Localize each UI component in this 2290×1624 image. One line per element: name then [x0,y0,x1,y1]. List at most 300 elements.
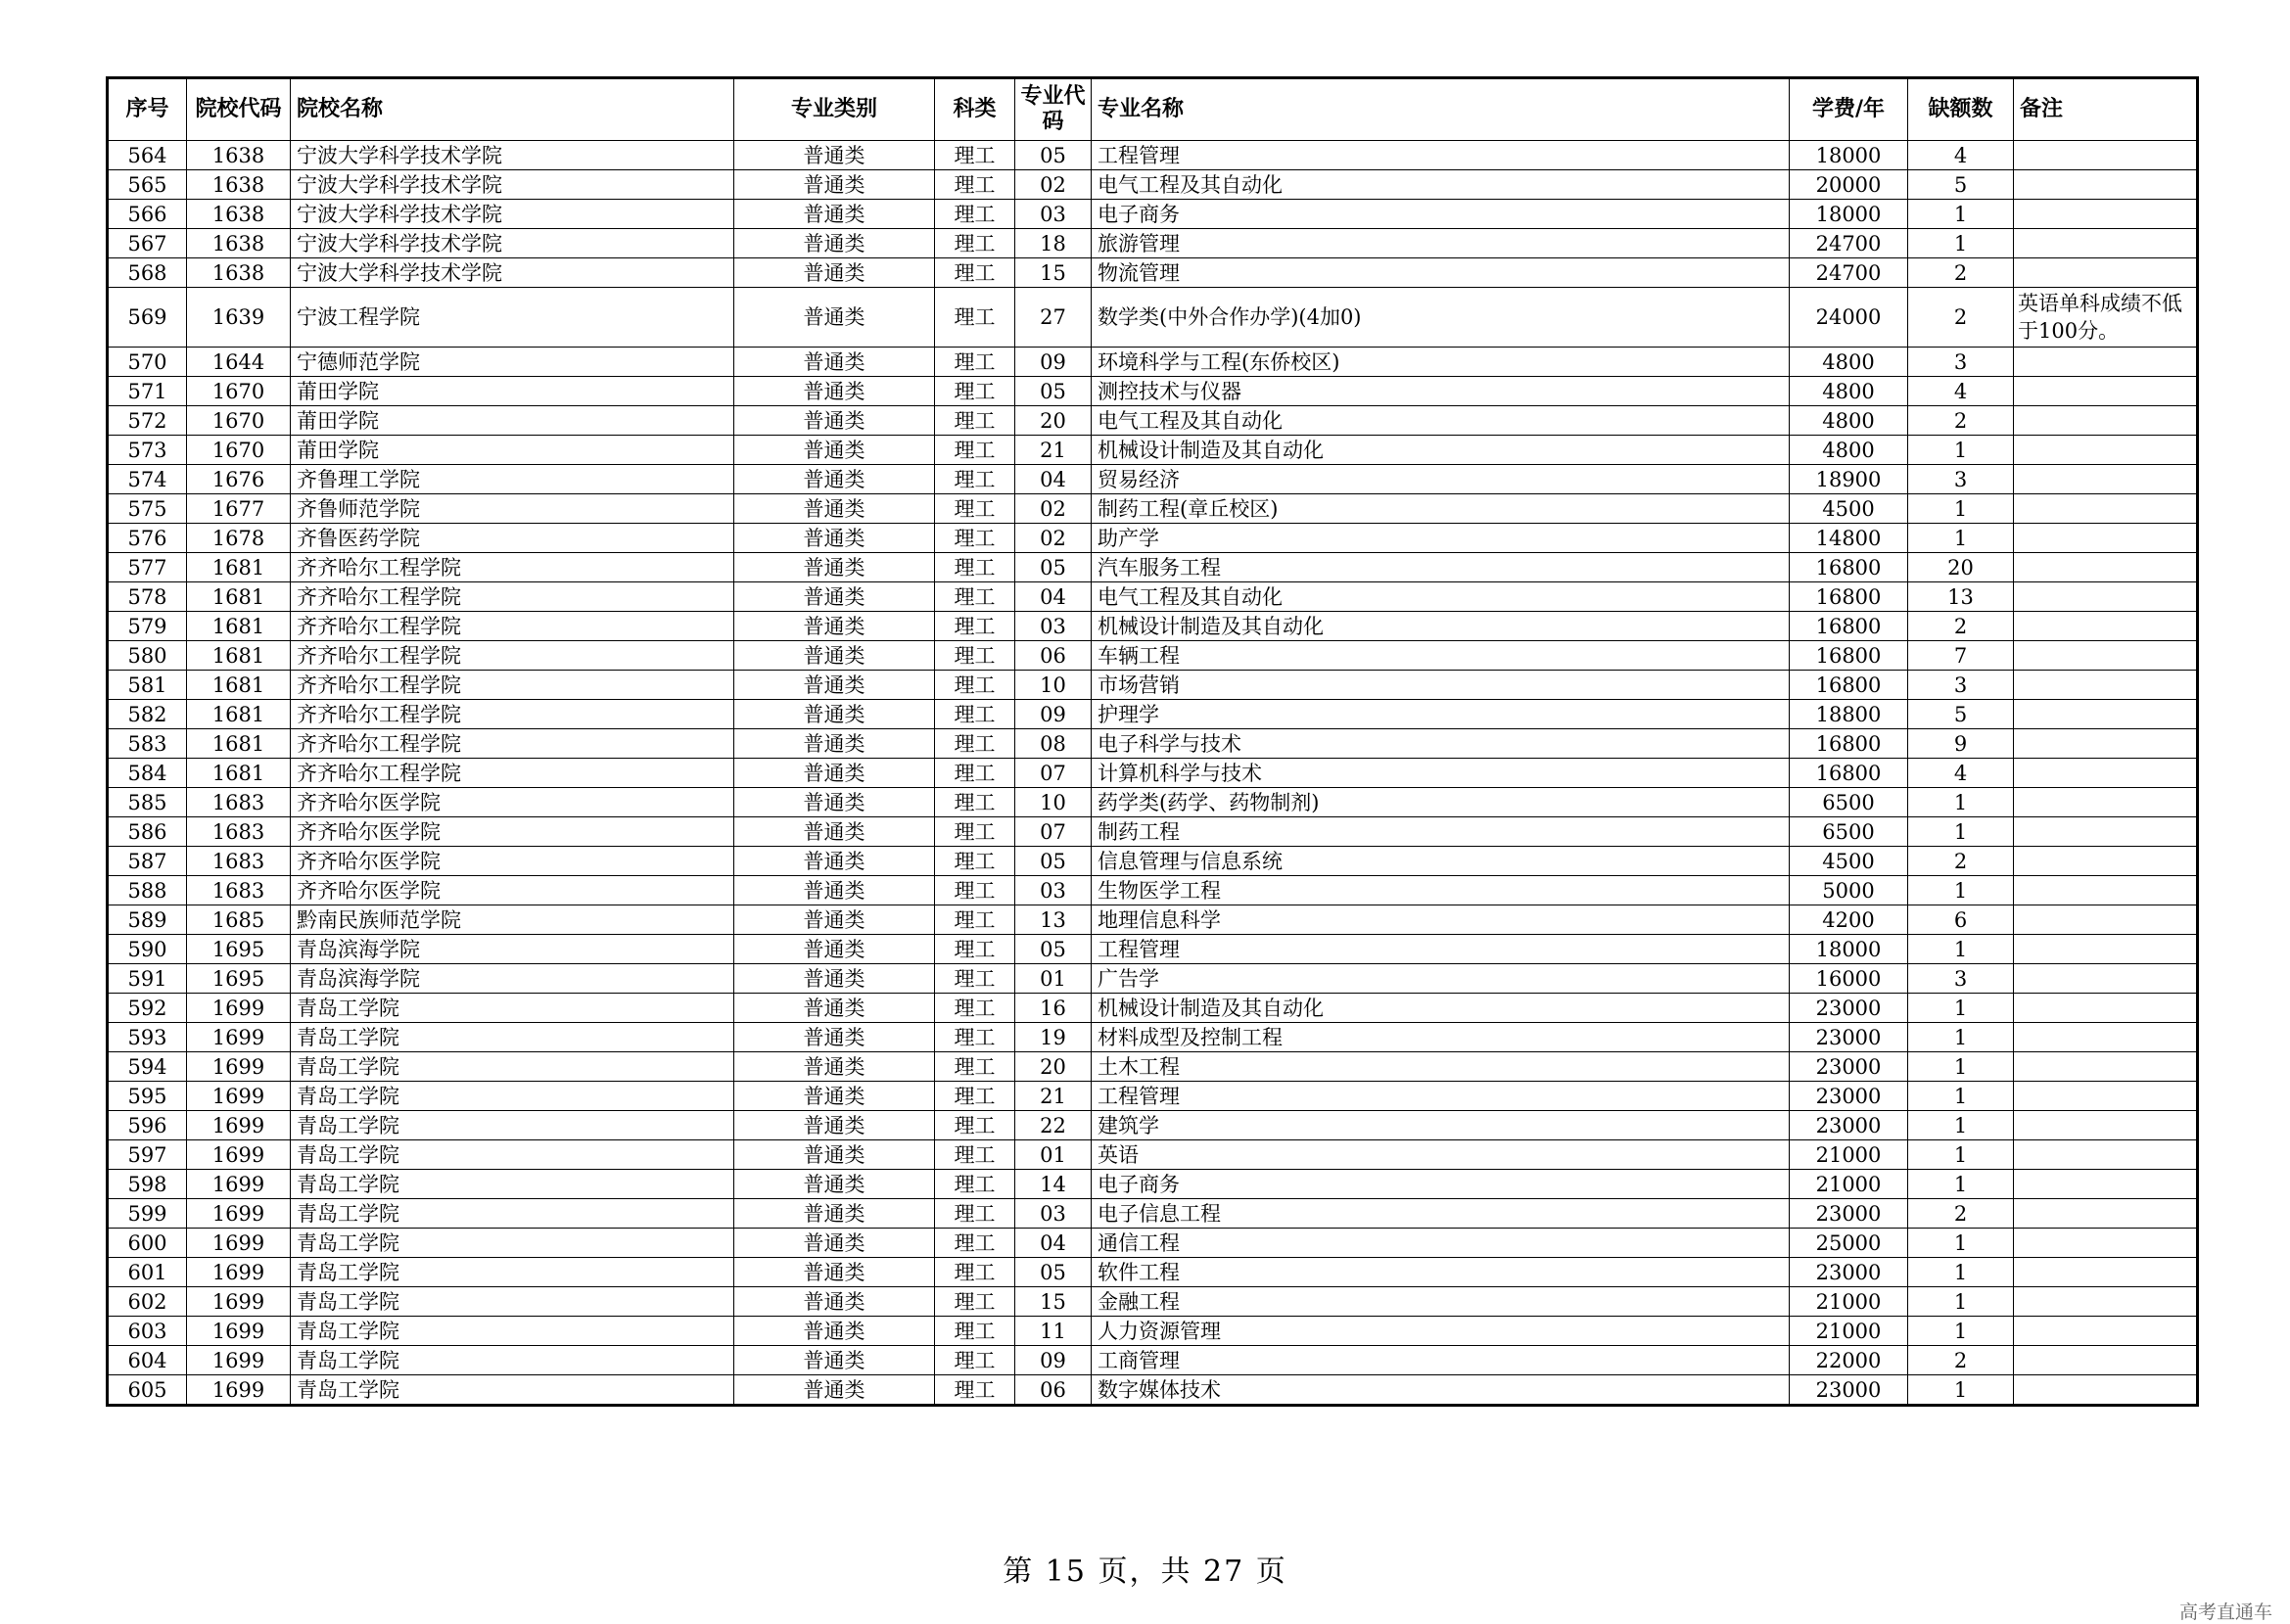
cell-school-name: 齐齐哈尔工程学院 [291,729,734,759]
cell-school-name: 宁波大学科学技术学院 [291,258,734,288]
cell-tuition: 4800 [1790,348,1908,377]
cell-tuition: 23000 [1790,1023,1908,1052]
cell-major-name: 工商管理 [1092,1346,1790,1375]
table-row [108,847,2198,876]
cell-major-category: 普通类 [734,700,935,729]
cell-school-name: 莆田学院 [291,377,734,406]
cell-major-name: 地理信息科学 [1092,905,1790,935]
cell-school-code: 1683 [187,817,291,847]
cell-school-name: 宁波大学科学技术学院 [291,170,734,200]
cell-major-name: 电气工程及其自动化 [1092,582,1790,612]
cell-remarks [2014,641,2198,671]
cell-vacancies: 4 [1908,759,2014,788]
cell-major-name: 电子信息工程 [1092,1199,1790,1229]
cell-major-category: 普通类 [734,994,935,1023]
cell-major-name: 工程管理 [1092,935,1790,964]
cell-subject: 理工 [935,700,1015,729]
cell-remarks [2014,377,2198,406]
cell-major-name: 电子科学与技术 [1092,729,1790,759]
cell-school-name: 青岛工学院 [291,1140,734,1170]
cell-tuition: 4500 [1790,494,1908,524]
cell-school-name: 青岛工学院 [291,1317,734,1346]
cell-vacancies: 1 [1908,994,2014,1023]
header-major-name: 专业名称 [1092,78,1790,141]
cell-major-code: 10 [1015,788,1092,817]
cell-school-code: 1699 [187,1317,291,1346]
cell-subject: 理工 [935,1023,1015,1052]
table-row [108,905,2198,935]
cell-subject: 理工 [935,406,1015,436]
table-row [108,1082,2198,1111]
table-row [108,729,2198,759]
table-row [108,876,2198,905]
cell-major-code: 18 [1015,229,1092,258]
cell-tuition: 23000 [1790,1082,1908,1111]
table-row [108,935,2198,964]
cell-vacancies: 2 [1908,258,2014,288]
cell-tuition: 16800 [1790,641,1908,671]
cell-major-code: 08 [1015,729,1092,759]
cell-seq: 587 [108,847,187,876]
cell-tuition: 23000 [1790,1375,1908,1406]
cell-major-code: 02 [1015,494,1092,524]
cell-school-code: 1638 [187,200,291,229]
cell-vacancies: 6 [1908,905,2014,935]
cell-school-code: 1639 [187,288,291,348]
cell-school-name: 宁波大学科学技术学院 [291,229,734,258]
cell-subject: 理工 [935,1317,1015,1346]
cell-major-category: 普通类 [734,436,935,465]
cell-major-category: 普通类 [734,524,935,553]
cell-school-code: 1699 [187,1052,291,1082]
table-row [108,1023,2198,1052]
table-body [108,141,2198,1406]
cell-major-category: 普通类 [734,348,935,377]
cell-vacancies: 1 [1908,1375,2014,1406]
cell-school-name: 青岛工学院 [291,1375,734,1406]
cell-seq: 591 [108,964,187,994]
cell-major-name: 金融工程 [1092,1287,1790,1317]
cell-major-code: 02 [1015,524,1092,553]
cell-school-name: 齐齐哈尔工程学院 [291,759,734,788]
table-row [108,406,2198,436]
cell-school-code: 1699 [187,1199,291,1229]
cell-school-code: 1699 [187,1023,291,1052]
cell-school-name: 宁波大学科学技术学院 [291,200,734,229]
cell-major-category: 普通类 [734,170,935,200]
cell-subject: 理工 [935,524,1015,553]
cell-tuition: 16800 [1790,729,1908,759]
cell-major-name: 贸易经济 [1092,465,1790,494]
cell-tuition: 4800 [1790,436,1908,465]
cell-subject: 理工 [935,1052,1015,1082]
cell-tuition: 23000 [1790,994,1908,1023]
table-row [108,1317,2198,1346]
cell-school-name: 齐齐哈尔医学院 [291,788,734,817]
cell-school-name: 莆田学院 [291,436,734,465]
table-row [108,1229,2198,1258]
cell-major-code: 09 [1015,700,1092,729]
cell-remarks [2014,524,2198,553]
cell-seq: 603 [108,1317,187,1346]
table-row [108,229,2198,258]
cell-vacancies: 1 [1908,1287,2014,1317]
cell-remarks [2014,465,2198,494]
cell-major-category: 普通类 [734,553,935,582]
cell-school-name: 宁波大学科学技术学院 [291,141,734,170]
cell-seq: 598 [108,1170,187,1199]
cell-major-code: 20 [1015,1052,1092,1082]
cell-subject: 理工 [935,612,1015,641]
cell-major-category: 普通类 [734,935,935,964]
cell-tuition: 23000 [1790,1052,1908,1082]
cell-tuition: 24700 [1790,229,1908,258]
table-row [108,1170,2198,1199]
table-row [108,465,2198,494]
cell-major-category: 普通类 [734,1375,935,1406]
cell-major-name: 物流管理 [1092,258,1790,288]
cell-vacancies: 3 [1908,348,2014,377]
cell-subject: 理工 [935,1258,1015,1287]
cell-major-code: 03 [1015,1199,1092,1229]
cell-seq: 597 [108,1140,187,1170]
cell-subject: 理工 [935,671,1015,700]
cell-vacancies: 1 [1908,1052,2014,1082]
table-row [108,817,2198,847]
cell-seq: 578 [108,582,187,612]
table-row [108,494,2198,524]
cell-remarks [2014,788,2198,817]
cell-school-code: 1670 [187,436,291,465]
cell-school-code: 1638 [187,170,291,200]
cell-school-name: 宁波工程学院 [291,288,734,348]
cell-major-name: 材料成型及控制工程 [1092,1023,1790,1052]
cell-vacancies: 2 [1908,612,2014,641]
cell-major-code: 21 [1015,1082,1092,1111]
cell-seq: 567 [108,229,187,258]
cell-seq: 569 [108,288,187,348]
cell-major-code: 05 [1015,553,1092,582]
cell-school-name: 青岛工学院 [291,1052,734,1082]
cell-seq: 580 [108,641,187,671]
cell-seq: 601 [108,1258,187,1287]
cell-major-code: 21 [1015,436,1092,465]
cell-seq: 593 [108,1023,187,1052]
cell-remarks [2014,729,2198,759]
cell-major-name: 制药工程 [1092,817,1790,847]
cell-major-category: 普通类 [734,612,935,641]
cell-school-code: 1685 [187,905,291,935]
cell-major-name: 测控技术与仪器 [1092,377,1790,406]
cell-tuition: 23000 [1790,1258,1908,1287]
cell-remarks [2014,700,2198,729]
cell-tuition: 6500 [1790,788,1908,817]
cell-seq: 572 [108,406,187,436]
table-row [108,170,2198,200]
cell-major-name: 电子商务 [1092,200,1790,229]
cell-remarks [2014,258,2198,288]
cell-tuition: 16800 [1790,553,1908,582]
cell-tuition: 5000 [1790,876,1908,905]
cell-remarks [2014,935,2198,964]
cell-tuition: 4800 [1790,406,1908,436]
cell-major-code: 01 [1015,964,1092,994]
cell-remarks [2014,1023,2198,1052]
cell-subject: 理工 [935,729,1015,759]
cell-remarks [2014,1140,2198,1170]
cell-seq: 573 [108,436,187,465]
cell-remarks [2014,494,2198,524]
cell-vacancies: 2 [1908,406,2014,436]
cell-vacancies: 5 [1908,170,2014,200]
cell-seq: 579 [108,612,187,641]
cell-vacancies: 7 [1908,641,2014,671]
cell-subject: 理工 [935,494,1015,524]
cell-subject: 理工 [935,288,1015,348]
cell-school-code: 1676 [187,465,291,494]
cell-major-name: 车辆工程 [1092,641,1790,671]
cell-major-code: 09 [1015,348,1092,377]
cell-tuition: 16800 [1790,582,1908,612]
cell-seq: 596 [108,1111,187,1140]
cell-school-name: 莆田学院 [291,406,734,436]
cell-school-name: 齐齐哈尔医学院 [291,817,734,847]
cell-major-category: 普通类 [734,847,935,876]
cell-subject: 理工 [935,1082,1015,1111]
cell-school-name: 青岛滨海学院 [291,935,734,964]
cell-school-name: 齐鲁理工学院 [291,465,734,494]
cell-tuition: 21000 [1790,1317,1908,1346]
cell-major-name: 数学类(中外合作办学)(4加0) [1092,288,1790,348]
cell-school-code: 1638 [187,141,291,170]
cell-major-category: 普通类 [734,1052,935,1082]
cell-major-code: 05 [1015,847,1092,876]
header-major-category: 专业类别 [734,78,935,141]
table-row [108,524,2198,553]
cell-remarks [2014,876,2198,905]
cell-major-code: 01 [1015,1140,1092,1170]
cell-school-name: 齐鲁师范学院 [291,494,734,524]
cell-major-category: 普通类 [734,494,935,524]
cell-remarks [2014,847,2198,876]
cell-major-name: 工程管理 [1092,141,1790,170]
cell-school-name: 青岛工学院 [291,1346,734,1375]
table-row [108,1111,2198,1140]
cell-seq: 590 [108,935,187,964]
cell-remarks [2014,759,2198,788]
cell-tuition: 18000 [1790,200,1908,229]
cell-vacancies: 2 [1908,1199,2014,1229]
cell-school-code: 1699 [187,1346,291,1375]
cell-school-code: 1681 [187,641,291,671]
cell-major-name: 护理学 [1092,700,1790,729]
cell-tuition: 18900 [1790,465,1908,494]
cell-major-name: 机械设计制造及其自动化 [1092,436,1790,465]
cell-major-code: 05 [1015,935,1092,964]
cell-school-code: 1699 [187,1111,291,1140]
table-row [108,1140,2198,1170]
cell-school-name: 青岛工学院 [291,1023,734,1052]
header-vacancies: 缺额数 [1908,78,2014,141]
cell-major-category: 普通类 [734,406,935,436]
cell-seq: 583 [108,729,187,759]
cell-major-name: 数字媒体技术 [1092,1375,1790,1406]
cell-major-name: 土木工程 [1092,1052,1790,1082]
cell-tuition: 25000 [1790,1229,1908,1258]
cell-school-name: 青岛工学院 [291,1229,734,1258]
cell-major-name: 电气工程及其自动化 [1092,406,1790,436]
header-school-name: 院校名称 [291,78,734,141]
cell-school-code: 1699 [187,1287,291,1317]
cell-major-category: 普通类 [734,671,935,700]
cell-seq: 585 [108,788,187,817]
table-row [108,288,2198,348]
cell-seq: 595 [108,1082,187,1111]
cell-subject: 理工 [935,348,1015,377]
cell-remarks [2014,1170,2198,1199]
cell-school-code: 1699 [187,1140,291,1170]
cell-major-name: 工程管理 [1092,1082,1790,1111]
cell-major-code: 05 [1015,377,1092,406]
cell-major-category: 普通类 [734,1287,935,1317]
cell-vacancies: 1 [1908,1111,2014,1140]
cell-seq: 564 [108,141,187,170]
cell-remarks [2014,1346,2198,1375]
cell-school-name: 宁德师范学院 [291,348,734,377]
cell-school-code: 1670 [187,406,291,436]
cell-remarks [2014,1199,2198,1229]
cell-seq: 604 [108,1346,187,1375]
cell-school-code: 1695 [187,964,291,994]
cell-major-name: 汽车服务工程 [1092,553,1790,582]
cell-remarks [2014,1287,2198,1317]
cell-major-code: 16 [1015,994,1092,1023]
cell-subject: 理工 [935,1111,1015,1140]
cell-subject: 理工 [935,847,1015,876]
cell-school-code: 1699 [187,1082,291,1111]
cell-school-name: 青岛工学院 [291,1082,734,1111]
cell-school-code: 1638 [187,258,291,288]
cell-subject: 理工 [935,817,1015,847]
table-row [108,436,2198,465]
cell-seq: 586 [108,817,187,847]
header-seq: 序号 [108,78,187,141]
cell-major-code: 11 [1015,1317,1092,1346]
cell-major-category: 普通类 [734,1170,935,1199]
cell-tuition: 4200 [1790,905,1908,935]
cell-tuition: 16800 [1790,671,1908,700]
cell-vacancies: 1 [1908,229,2014,258]
page-footer: 第 15 页，共 27 页 [1003,1554,1287,1589]
cell-school-code: 1681 [187,582,291,612]
cell-major-category: 普通类 [734,905,935,935]
cell-remarks [2014,229,2198,258]
cell-major-category: 普通类 [734,1317,935,1346]
cell-tuition: 14800 [1790,524,1908,553]
table-row [108,1346,2198,1375]
cell-vacancies: 3 [1908,671,2014,700]
table-row [108,348,2198,377]
cell-school-code: 1699 [187,1170,291,1199]
cell-major-code: 04 [1015,465,1092,494]
cell-vacancies: 1 [1908,1023,2014,1052]
table-row [108,1199,2198,1229]
cell-seq: 581 [108,671,187,700]
cell-remarks [2014,582,2198,612]
cell-major-code: 07 [1015,759,1092,788]
header-school-code: 院校代码 [187,78,291,141]
cell-school-code: 1699 [187,994,291,1023]
cell-major-category: 普通类 [734,759,935,788]
cell-major-code: 03 [1015,200,1092,229]
cell-major-category: 普通类 [734,1229,935,1258]
cell-remarks [2014,436,2198,465]
table-row [108,964,2198,994]
cell-subject: 理工 [935,759,1015,788]
cell-seq: 582 [108,700,187,729]
cell-school-code: 1695 [187,935,291,964]
cell-subject: 理工 [935,905,1015,935]
cell-vacancies: 1 [1908,935,2014,964]
table-row [108,1375,2198,1406]
cell-seq: 568 [108,258,187,288]
cell-major-code: 04 [1015,1229,1092,1258]
cell-remarks [2014,964,2198,994]
cell-major-code: 03 [1015,612,1092,641]
cell-subject: 理工 [935,582,1015,612]
cell-vacancies: 2 [1908,1346,2014,1375]
cell-tuition: 21000 [1790,1170,1908,1199]
cell-tuition: 24700 [1790,258,1908,288]
cell-major-category: 普通类 [734,1346,935,1375]
cell-major-name: 人力资源管理 [1092,1317,1790,1346]
cell-remarks [2014,817,2198,847]
cell-major-name: 药学类(药学、药物制剂) [1092,788,1790,817]
cell-remarks [2014,1317,2198,1346]
cell-remarks [2014,1258,2198,1287]
cell-major-name: 计算机科学与技术 [1092,759,1790,788]
cell-remarks [2014,905,2198,935]
cell-seq: 602 [108,1287,187,1317]
table-row [108,141,2198,170]
cell-tuition: 21000 [1790,1287,1908,1317]
cell-major-category: 普通类 [734,1258,935,1287]
cell-school-name: 青岛工学院 [291,1287,734,1317]
cell-subject: 理工 [935,641,1015,671]
cell-subject: 理工 [935,141,1015,170]
cell-school-code: 1644 [187,348,291,377]
cell-seq: 589 [108,905,187,935]
cell-major-category: 普通类 [734,465,935,494]
cell-major-name: 软件工程 [1092,1258,1790,1287]
cell-major-category: 普通类 [734,1140,935,1170]
cell-school-name: 青岛工学院 [291,1111,734,1140]
cell-vacancies: 1 [1908,1229,2014,1258]
cell-remarks [2014,1229,2198,1258]
cell-vacancies: 1 [1908,1317,2014,1346]
cell-major-name: 机械设计制造及其自动化 [1092,994,1790,1023]
cell-vacancies: 1 [1908,788,2014,817]
cell-subject: 理工 [935,465,1015,494]
cell-remarks [2014,612,2198,641]
cell-major-code: 15 [1015,258,1092,288]
cell-subject: 理工 [935,258,1015,288]
cell-vacancies: 1 [1908,436,2014,465]
cell-major-category: 普通类 [734,377,935,406]
header-tuition: 学费/年 [1790,78,1908,141]
cell-major-code: 19 [1015,1023,1092,1052]
cell-major-category: 普通类 [734,729,935,759]
